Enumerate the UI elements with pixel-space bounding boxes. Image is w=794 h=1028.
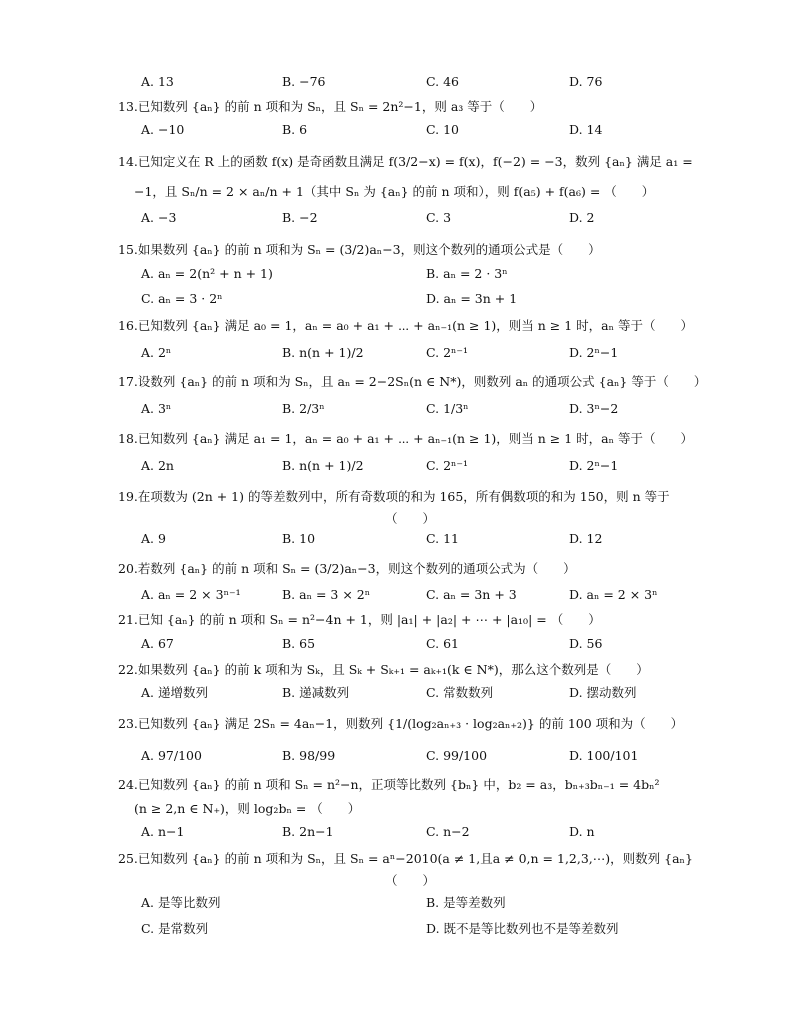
q22-stem bbox=[118, 662, 704, 678]
q14-text-1: 已知定义在 R 上的函数 f(x) 是奇函数且满足 f(3/2−x) = f(x)，f(−2) = −3，数列 {aₙ} 满足 a₁ = bbox=[137, 154, 693, 169]
q18-option-b: B. n(n + 1)/2 bbox=[282, 458, 364, 473]
q14-option-c: C. 3 bbox=[426, 210, 452, 225]
q24-number: 24. bbox=[118, 777, 138, 792]
q13-option-c: C. 10 bbox=[426, 122, 459, 137]
q22-option-c: C. 常数数列 bbox=[426, 685, 494, 700]
q20-option-c: C. aₙ = 3n + 3 bbox=[426, 587, 517, 602]
q13-option-d: D. 14 bbox=[569, 122, 603, 137]
q16-option-d: D. 2ⁿ−1 bbox=[569, 345, 619, 360]
q18-option-a: A. 2n bbox=[141, 458, 174, 473]
q23-number: 23. bbox=[118, 716, 138, 731]
q24-option-a: A. n−1 bbox=[141, 824, 185, 839]
q16-option-b: B. n(n + 1)/2 bbox=[282, 345, 364, 360]
q13-number: 13. bbox=[118, 99, 138, 114]
q24-stem-line-1 bbox=[118, 777, 704, 793]
q18-option-d: D. 2ⁿ−1 bbox=[569, 458, 619, 473]
q16-stem bbox=[118, 318, 704, 334]
q24-option-b: B. 2n−1 bbox=[282, 824, 334, 839]
q21-option-d: D. 56 bbox=[569, 636, 603, 651]
q19-option-a: A. 9 bbox=[141, 531, 166, 546]
q17-option-d: D. 3ⁿ−2 bbox=[569, 401, 619, 416]
q16-option-a: A. 2ⁿ bbox=[141, 345, 172, 360]
q13-option-b: B. 6 bbox=[282, 122, 308, 137]
q15-text: 如果数列 {aₙ} 的前 n 项和为 Sₙ = (3/2)aₙ−3，则这个数列的通项公式是（ ） bbox=[137, 242, 601, 257]
q15-number: 15. bbox=[118, 242, 138, 257]
q17-option-a: A. 3ⁿ bbox=[141, 401, 172, 416]
q22-option-d: D. 摆动数列 bbox=[569, 685, 637, 700]
q17-text: 设数列 {aₙ} 的前 n 项和为 Sₙ，且 aₙ = 2−2Sₙ(n ∈ N*)，则数列 aₙ 的通项公式 {aₙ} 等于（ ） bbox=[137, 374, 707, 389]
q18-number: 18. bbox=[118, 431, 138, 446]
q15-stem bbox=[118, 242, 704, 258]
q24-option-c: C. n−2 bbox=[426, 824, 470, 839]
q25-option-b: B. 是等差数列 bbox=[426, 895, 506, 910]
q24-option-d: D. n bbox=[569, 824, 595, 839]
q14-option-d: D. 2 bbox=[569, 210, 595, 225]
q22-text: 如果数列 {aₙ} 的前 k 项和为 Sₖ，且 Sₖ + Sₖ₊₁ = aₖ₊₁(k ∈ N*)，那么这个数列是（ ） bbox=[137, 662, 649, 677]
q21-text: 已知 {aₙ} 的前 n 项和 Sₙ = n²−4n + 1，则 |a₁| + |a₂| + ⋯ + |a₁₀| = （ ） bbox=[137, 612, 601, 627]
q14-stem-line-1 bbox=[118, 154, 704, 170]
q24-text-2: (n ≥ 2,n ∈ N₊)，则 log₂bₙ = （ ） bbox=[134, 801, 361, 816]
q17-number: 17. bbox=[118, 374, 138, 389]
q25-text-2: （ ） bbox=[385, 873, 436, 888]
q16-number: 16. bbox=[118, 318, 138, 333]
q21-stem bbox=[118, 612, 704, 628]
q20-option-b: B. aₙ = 3 × 2ⁿ bbox=[282, 587, 371, 602]
q23-option-b: B. 98/99 bbox=[282, 748, 336, 763]
q16-text: 已知数列 {aₙ} 满足 a₀ = 1，aₙ = a₀ + a₁ + ⋯ + aₙ₋₁(n ≥ 1)，则当 n ≥ 1 时，aₙ 等于（ ） bbox=[137, 318, 693, 333]
q14-number: 14. bbox=[118, 154, 138, 169]
q15-option-a: A. aₙ = 2(n² + n + 1) bbox=[141, 266, 273, 281]
q20-option-d: D. aₙ = 2 × 3ⁿ bbox=[569, 587, 658, 602]
q19-option-d: D. 12 bbox=[569, 531, 603, 546]
q21-option-a: A. 67 bbox=[141, 636, 174, 651]
q19-number: 19. bbox=[118, 489, 138, 504]
q23-stem bbox=[118, 716, 704, 732]
q14-option-a: A. −3 bbox=[141, 210, 177, 225]
q19-stem-line-1 bbox=[118, 489, 704, 505]
q20-number: 20. bbox=[118, 561, 138, 576]
q21-option-c: C. 61 bbox=[426, 636, 459, 651]
q15-option-b: B. aₙ = 2 · 3ⁿ bbox=[426, 266, 508, 281]
q18-text: 已知数列 {aₙ} 满足 a₁ = 1，aₙ = a₀ + a₁ + ⋯ + aₙ₋₁(n ≥ 1)，则当 n ≥ 1 时，aₙ 等于（ ） bbox=[137, 431, 693, 446]
q20-stem bbox=[118, 561, 704, 577]
q12-option-d: D. 76 bbox=[569, 74, 603, 89]
q14-option-b: B. −2 bbox=[282, 210, 318, 225]
q15-option-c: C. aₙ = 3 · 2ⁿ bbox=[141, 291, 223, 306]
q20-option-a: A. aₙ = 2 × 3ⁿ⁻¹ bbox=[141, 587, 241, 602]
q12-option-b: B. −76 bbox=[282, 74, 326, 89]
q16-option-c: C. 2ⁿ⁻¹ bbox=[426, 345, 469, 360]
q13-option-a: A. −10 bbox=[141, 122, 185, 137]
q17-stem bbox=[118, 374, 707, 390]
q12-option-c: C. 46 bbox=[426, 74, 459, 89]
q22-number: 22. bbox=[118, 662, 138, 677]
q18-option-c: C. 2ⁿ⁻¹ bbox=[426, 458, 469, 473]
q12-option-a: A. 13 bbox=[141, 74, 174, 89]
q22-option-b: B. 递减数列 bbox=[282, 685, 350, 700]
q13-stem bbox=[118, 99, 704, 115]
q21-number: 21. bbox=[118, 612, 138, 627]
q17-option-c: C. 1/3ⁿ bbox=[426, 401, 469, 416]
q15-option-d: D. aₙ = 3n + 1 bbox=[426, 291, 518, 306]
q25-number: 25. bbox=[118, 851, 138, 866]
q23-text: 已知数列 {aₙ} 满足 2Sₙ = 4aₙ−1，则数列 {1/(log₂aₙ₊₃ · log₂aₙ₊₂)} 的前 100 项和为（ ） bbox=[137, 716, 684, 731]
q17-option-b: B. 2/3ⁿ bbox=[282, 401, 325, 416]
q23-option-a: A. 97/100 bbox=[141, 748, 202, 763]
q23-option-c: C. 99/100 bbox=[426, 748, 488, 763]
q20-text: 若数列 {aₙ} 的前 n 项和 Sₙ = (3/2)aₙ−3，则这个数列的通项公式为（ ） bbox=[137, 561, 576, 576]
q25-option-d: D. 既不是等比数列也不是等差数列 bbox=[426, 921, 619, 936]
q18-stem bbox=[118, 431, 704, 447]
q19-text-2: （ ） bbox=[385, 511, 436, 526]
q25-option-a: A. 是等比数列 bbox=[141, 895, 221, 910]
q14-text-2: −1，且 Sₙ/n = 2 × aₙ/n + 1（其中 Sₙ 为 {aₙ} 的前 n 项和），则 f(a₅) + f(a₆) = （ ） bbox=[134, 184, 655, 199]
q25-option-c: C. 是常数列 bbox=[141, 921, 209, 936]
q25-text-1: 已知数列 {aₙ} 的前 n 项和为 Sₙ，且 Sₙ = aⁿ−2010(a ≠ 1,且a ≠ 0,n = 1,2,3,⋯)，则数列 {aₙ} bbox=[137, 851, 693, 866]
q13-text: 已知数列 {aₙ} 的前 n 项和为 Sₙ，且 Sₙ = 2n²−1，则 a₃ 等于（ ） bbox=[137, 99, 543, 114]
q22-option-a: A. 递增数列 bbox=[141, 685, 208, 700]
q23-option-d: D. 100/101 bbox=[569, 748, 639, 763]
q19-option-c: C. 11 bbox=[426, 531, 459, 546]
q24-text-1: 已知数列 {aₙ} 的前 n 项和 Sₙ = n²−n，正项等比数列 {bₙ} 中，b₂ = a₃，bₙ₊₃bₙ₋₁ = 4bₙ² bbox=[137, 777, 660, 792]
q19-option-b: B. 10 bbox=[282, 531, 316, 546]
q19-text-1: 在项数为 (2n + 1) 的等差数列中，所有奇数项的和为 165，所有偶数项的和为 150，则 n 等于 bbox=[137, 489, 670, 504]
q25-stem-line-1 bbox=[118, 851, 704, 867]
q21-option-b: B. 65 bbox=[282, 636, 316, 651]
